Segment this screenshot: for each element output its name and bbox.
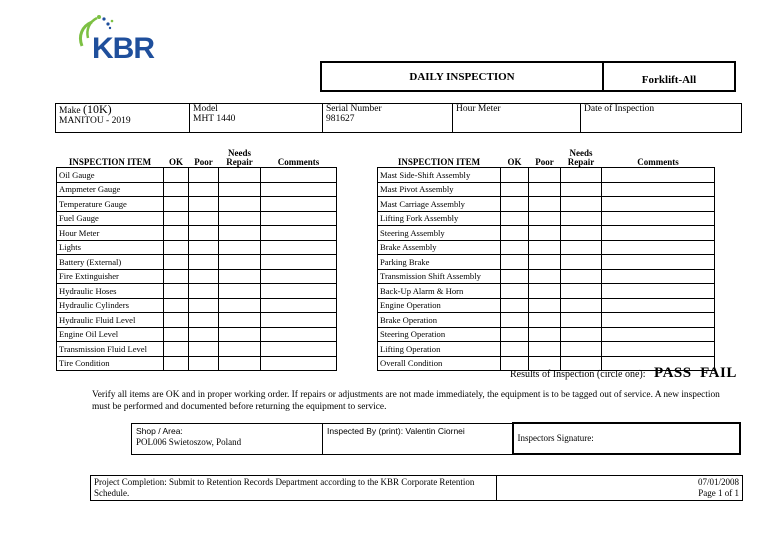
inspection-item-label: Lifting Fork Assembly (378, 211, 501, 226)
needs-repair-checkbox-cell[interactable] (561, 269, 602, 284)
ok-checkbox-cell[interactable] (501, 240, 529, 255)
comments-cell[interactable] (602, 327, 715, 342)
inspection-item-label: Lifting Operation (378, 342, 501, 357)
footer-meta (497, 476, 743, 501)
comments-cell[interactable] (602, 226, 715, 241)
needs-repair-checkbox-cell[interactable] (561, 313, 602, 328)
make-value: MANITOU - 2019 (59, 116, 131, 126)
poor-checkbox-cell[interactable] (189, 168, 219, 183)
inspection-row (57, 168, 337, 183)
inspection-row (57, 284, 337, 299)
inspection-item-label: Hydraulic Fluid Level (57, 313, 164, 328)
needs-repair-checkbox-cell[interactable] (219, 197, 261, 212)
inspection-item-label: Overall Condition (378, 356, 501, 371)
inspection-row (378, 211, 715, 226)
poor-checkbox-cell[interactable] (189, 298, 219, 313)
project-completion-note: Project Completion: Submit to Retention Records Department according to the KBR Corporate Retention Schedule. (91, 476, 497, 501)
ok-checkbox-cell[interactable] (164, 211, 189, 226)
ok-checkbox-cell[interactable] (501, 298, 529, 313)
make-code: (10K) (83, 102, 112, 116)
needs-repair-checkbox-cell[interactable] (561, 255, 602, 270)
repair-label: Repair (567, 157, 595, 167)
ok-checkbox-cell[interactable] (501, 284, 529, 299)
ok-checkbox-cell[interactable] (501, 269, 529, 284)
inspection-row (378, 284, 715, 299)
comments-cell[interactable] (602, 342, 715, 357)
ok-checkbox-cell[interactable] (501, 226, 529, 241)
column-header-ok: OK (168, 157, 183, 167)
comments-cell[interactable] (261, 240, 337, 255)
serial-value: 981627 (326, 114, 355, 124)
inspection-row (378, 197, 715, 212)
inspection-row (378, 342, 715, 357)
comments-cell[interactable] (261, 255, 337, 270)
inspection-item-label: Lights (57, 240, 164, 255)
column-header-poor: Poor (535, 157, 554, 167)
ok-checkbox-cell[interactable] (164, 197, 189, 212)
ok-checkbox-cell[interactable] (501, 342, 529, 357)
model-value: MHT 1440 (193, 114, 236, 124)
ok-checkbox-cell[interactable] (164, 168, 189, 183)
ok-checkbox-cell[interactable] (164, 255, 189, 270)
comments-cell[interactable] (261, 298, 337, 313)
page-number: Page 1 of 1 (698, 488, 739, 498)
comments-cell[interactable] (602, 182, 715, 197)
inspection-row (378, 240, 715, 255)
poor-checkbox-cell[interactable] (529, 284, 561, 299)
ok-checkbox-cell[interactable] (501, 255, 529, 270)
needs-repair-checkbox-cell[interactable] (561, 182, 602, 197)
inspection-item-label: Hour Meter (57, 226, 164, 241)
poor-checkbox-cell[interactable] (529, 240, 561, 255)
date-label: Date of Inspection (584, 104, 655, 114)
comments-cell[interactable] (602, 240, 715, 255)
comments-cell[interactable] (261, 226, 337, 241)
needs-repair-checkbox-cell[interactable] (219, 313, 261, 328)
ok-checkbox-cell[interactable] (164, 284, 189, 299)
ok-checkbox-cell[interactable] (501, 182, 529, 197)
needs-repair-checkbox-cell[interactable] (219, 327, 261, 342)
inspection-item-label: Hydraulic Hoses (57, 284, 164, 299)
inspection-item-label: Hydraulic Cylinders (57, 298, 164, 313)
inspection-row (378, 298, 715, 313)
comments-cell[interactable] (261, 269, 337, 284)
inspection-item-label: Mast Side-Shift Assembly (378, 168, 501, 183)
inspection-item-label: Battery (External) (57, 255, 164, 270)
form-title: DAILY INSPECTION (320, 61, 604, 92)
inspection-row (378, 226, 715, 241)
poor-checkbox-cell[interactable] (189, 255, 219, 270)
needs-repair-checkbox-cell[interactable] (561, 197, 602, 212)
make-cell (56, 104, 190, 133)
column-header-needs-repair (561, 141, 602, 168)
column-header-comments: Comments (637, 157, 679, 167)
comments-cell[interactable] (261, 342, 337, 357)
ok-checkbox-cell[interactable] (164, 342, 189, 357)
poor-checkbox-cell[interactable] (529, 182, 561, 197)
poor-checkbox-cell[interactable] (529, 197, 561, 212)
inspection-item-label: Engine Oil Level (57, 327, 164, 342)
ok-checkbox-cell[interactable] (164, 327, 189, 342)
needs-label: Needs (569, 148, 593, 158)
column-header-item: INSPECTION ITEM (68, 157, 152, 167)
poor-checkbox-cell[interactable] (529, 211, 561, 226)
inspection-item-label: Fuel Gauge (57, 211, 164, 226)
comments-cell[interactable] (602, 197, 715, 212)
inspection-row (378, 255, 715, 270)
needs-repair-checkbox-cell[interactable] (561, 298, 602, 313)
poor-checkbox-cell[interactable] (529, 168, 561, 183)
poor-checkbox-cell[interactable] (529, 313, 561, 328)
pass-option[interactable]: PASS (654, 365, 692, 381)
needs-repair-checkbox-cell[interactable] (219, 168, 261, 183)
poor-checkbox-cell[interactable] (189, 313, 219, 328)
inspection-row (378, 313, 715, 328)
inspection-row (57, 197, 337, 212)
column-header-needs-repair (219, 141, 261, 168)
inspection-row (378, 327, 715, 342)
needs-repair-checkbox-cell[interactable] (561, 342, 602, 357)
needs-repair-checkbox-cell[interactable] (561, 168, 602, 183)
inspection-item-label: Oil Gauge (57, 168, 164, 183)
equipment-category: Forklift-All (602, 61, 736, 92)
poor-checkbox-cell[interactable] (189, 226, 219, 241)
inspection-table-right (377, 141, 715, 371)
comments-cell[interactable] (261, 211, 337, 226)
inspection-item-label: Transmission Shift Assembly (378, 269, 501, 284)
inspection-item-label: Brake Operation (378, 313, 501, 328)
poor-checkbox-cell[interactable] (189, 211, 219, 226)
inspector-signature-field[interactable]: Inspectors Signature: (513, 423, 740, 454)
model-label: Model (193, 104, 218, 114)
poor-checkbox-cell[interactable] (529, 269, 561, 284)
comments-cell[interactable] (602, 313, 715, 328)
poor-checkbox-cell[interactable] (529, 298, 561, 313)
inspection-results (510, 365, 737, 382)
equipment-info-table (55, 103, 742, 133)
needs-repair-checkbox-cell[interactable] (561, 226, 602, 241)
make-label: Make (59, 106, 81, 116)
ok-checkbox-cell[interactable] (501, 168, 529, 183)
comments-cell[interactable] (602, 255, 715, 270)
needs-repair-checkbox-cell[interactable] (561, 284, 602, 299)
comments-cell[interactable] (602, 168, 715, 183)
results-label: Results of Inspection (circle one): (510, 369, 646, 380)
inspection-item-label: Mast Carriage Assembly (378, 197, 501, 212)
ok-checkbox-cell[interactable] (164, 356, 189, 371)
comments-cell[interactable] (261, 327, 337, 342)
kbr-logo (68, 8, 168, 68)
needs-repair-checkbox-cell[interactable] (561, 327, 602, 342)
fail-option[interactable]: FAIL (700, 365, 737, 381)
ok-checkbox-cell[interactable] (164, 298, 189, 313)
inspection-row (57, 313, 337, 328)
needs-repair-checkbox-cell[interactable] (219, 298, 261, 313)
ok-checkbox-cell[interactable] (164, 182, 189, 197)
ok-checkbox-cell[interactable] (501, 313, 529, 328)
inspection-item-label: Steering Assembly (378, 226, 501, 241)
logo-text: KBR (92, 32, 154, 65)
needs-repair-checkbox-cell[interactable] (561, 211, 602, 226)
inspection-row (57, 226, 337, 241)
inspection-row (57, 327, 337, 342)
needs-repair-checkbox-cell[interactable] (219, 226, 261, 241)
inspection-row (378, 182, 715, 197)
comments-cell[interactable] (261, 313, 337, 328)
inspection-item-label: Brake Assembly (378, 240, 501, 255)
poor-checkbox-cell[interactable] (529, 226, 561, 241)
inspection-table-left (56, 141, 337, 371)
inspection-row (57, 356, 337, 371)
comments-cell[interactable] (261, 168, 337, 183)
needs-repair-checkbox-cell[interactable] (561, 240, 602, 255)
ok-checkbox-cell[interactable] (164, 240, 189, 255)
needs-label: Needs (228, 148, 251, 158)
ok-checkbox-cell[interactable] (164, 269, 189, 284)
inspection-item-label: Tire Condition (57, 356, 164, 371)
repair-label: Repair (226, 157, 253, 167)
date-cell (581, 104, 742, 133)
inspection-row (57, 182, 337, 197)
needs-repair-checkbox-cell[interactable] (219, 356, 261, 371)
comments-cell[interactable] (261, 284, 337, 299)
inspection-row (57, 240, 337, 255)
comments-cell[interactable] (261, 197, 337, 212)
ok-checkbox-cell[interactable] (164, 226, 189, 241)
shop-inspector-table (131, 422, 741, 455)
inspection-row (57, 255, 337, 270)
ok-checkbox-cell[interactable] (164, 313, 189, 328)
poor-checkbox-cell[interactable] (189, 284, 219, 299)
inspection-item-label: Parking Brake (378, 255, 501, 270)
comments-cell[interactable] (602, 284, 715, 299)
comments-cell[interactable] (261, 182, 337, 197)
inspection-row (378, 168, 715, 183)
shop-area-label: Shop / Area: (136, 425, 183, 436)
ok-checkbox-cell[interactable] (501, 197, 529, 212)
poor-checkbox-cell[interactable] (529, 255, 561, 270)
comments-cell[interactable] (602, 298, 715, 313)
footer-table (90, 475, 743, 501)
needs-repair-checkbox-cell[interactable] (219, 255, 261, 270)
verification-instructions: Verify all items are OK and in proper working order. If repairs or adjustments are not made immediately, the equipment is to be tagged out of service. A new inspection must be performed and documented before returning the equipment to service. (92, 390, 720, 412)
inspection-row (57, 298, 337, 313)
needs-repair-checkbox-cell[interactable] (219, 284, 261, 299)
inspection-row (57, 342, 337, 357)
comments-cell[interactable] (602, 269, 715, 284)
revision-date: 07/01/2008 (697, 477, 739, 487)
needs-repair-checkbox-cell[interactable] (219, 342, 261, 357)
inspection-item-label: Fire Extinguisher (57, 269, 164, 284)
hour-meter-label: Hour Meter (456, 104, 501, 114)
poor-checkbox-cell[interactable] (189, 269, 219, 284)
serial-cell (323, 104, 453, 133)
shop-area-cell (132, 423, 323, 454)
inspection-item-label: Temperature Gauge (57, 197, 164, 212)
poor-checkbox-cell[interactable] (529, 327, 561, 342)
hour-meter-cell (453, 104, 581, 133)
poor-checkbox-cell[interactable] (189, 327, 219, 342)
comments-cell[interactable] (602, 211, 715, 226)
inspection-item-label: Engine Operation (378, 298, 501, 313)
comments-cell[interactable] (261, 356, 337, 371)
column-header-comments: Comments (277, 157, 320, 167)
inspection-row (378, 269, 715, 284)
poor-checkbox-cell[interactable] (189, 182, 219, 197)
inspection-item-label: Mast Pivot Assembly (378, 182, 501, 197)
serial-label: Serial Number (326, 104, 382, 114)
needs-repair-checkbox-cell[interactable] (219, 240, 261, 255)
poor-checkbox-cell[interactable] (189, 197, 219, 212)
inspection-item-label: Back-Up Alarm & Horn (378, 284, 501, 299)
ok-checkbox-cell[interactable] (501, 327, 529, 342)
inspection-row (57, 211, 337, 226)
poor-checkbox-cell[interactable] (189, 342, 219, 357)
poor-checkbox-cell[interactable] (529, 342, 561, 357)
shop-area-value: POL006 Swietoszow, Poland (136, 436, 242, 447)
needs-repair-checkbox-cell[interactable] (219, 211, 261, 226)
poor-checkbox-cell[interactable] (189, 240, 219, 255)
inspection-item-label: Steering Operation (378, 327, 501, 342)
needs-repair-checkbox-cell[interactable] (219, 269, 261, 284)
model-cell (190, 104, 323, 133)
column-header-ok: OK (507, 157, 522, 167)
inspection-item-label: Ampmeter Gauge (57, 182, 164, 197)
column-header-poor: Poor (194, 157, 213, 167)
poor-checkbox-cell[interactable] (189, 356, 219, 371)
needs-repair-checkbox-cell[interactable] (219, 182, 261, 197)
inspected-by-field[interactable]: Inspected By (print): Valentin Ciornei (323, 423, 513, 454)
inspection-row (57, 269, 337, 284)
column-header-item: INSPECTION ITEM (397, 157, 481, 167)
ok-checkbox-cell[interactable] (501, 211, 529, 226)
inspection-item-label: Transmission Fluid Level (57, 342, 164, 357)
